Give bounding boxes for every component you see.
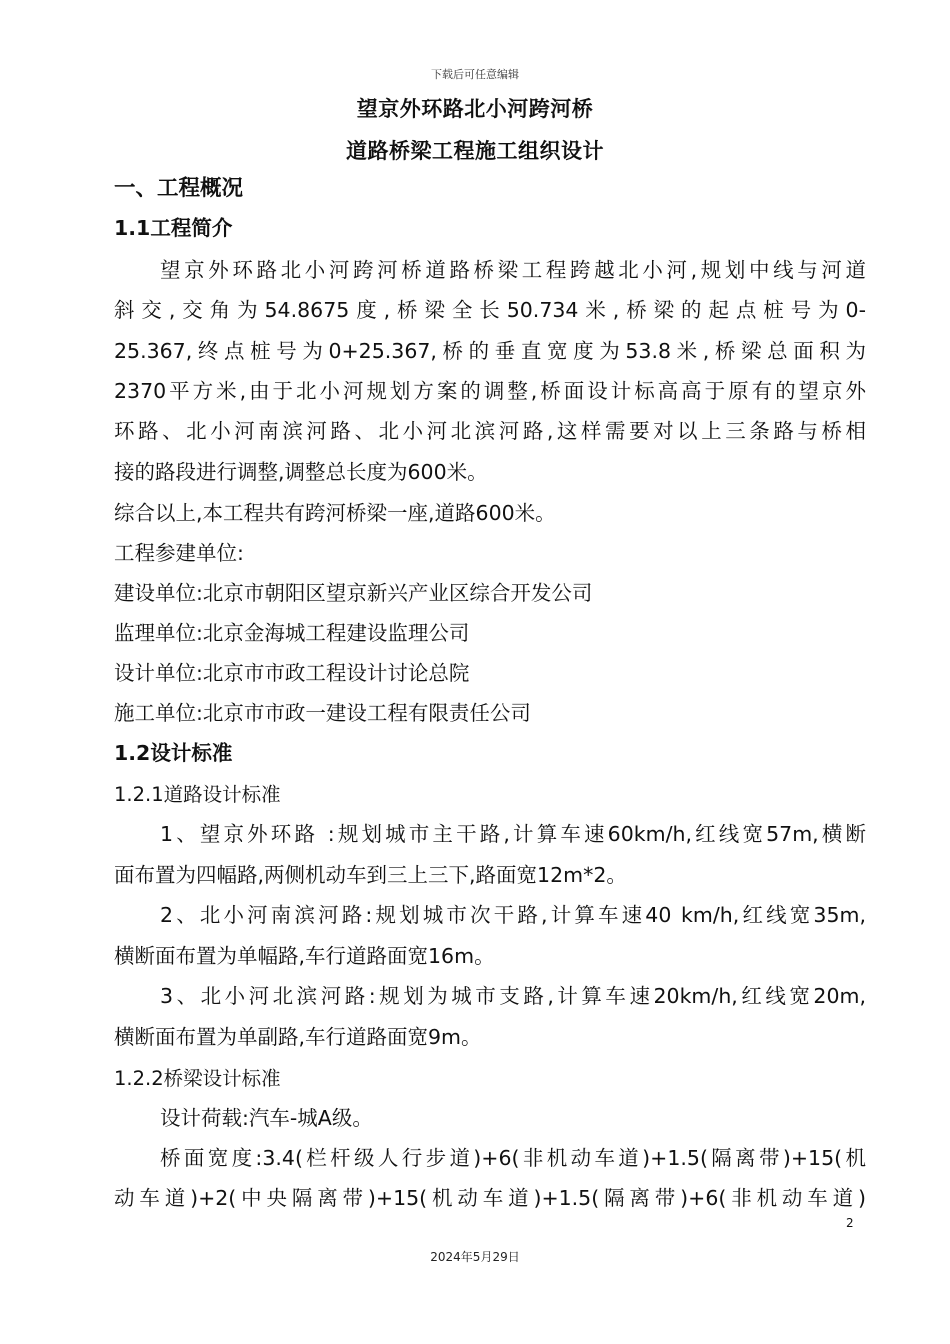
document-title-line2: 道路桥梁工程施工组织设计	[346, 139, 604, 163]
paragraph-line: 25.367,终点桩号为0+25.367,桥的垂直宽度为53.8米,桥梁总面积为	[114, 339, 866, 363]
road-item-line: 2、北小河南滨河路:规划城市次干路,计算车速40 km/h,红线宽35m,	[160, 903, 866, 927]
subsubsection-heading: 1.2.1道路设计标准	[114, 783, 281, 806]
road-item-line: 横断面布置为单副路,车行道路面宽9m。	[114, 1025, 482, 1049]
paragraph-line: 接的路段进行调整,调整总长度为600米。	[114, 460, 488, 484]
paragraph-line: 2370平方米,由于北小河规划方案的调整,桥面设计标高高于原有的望京外	[114, 379, 866, 403]
page-number: 2	[846, 1216, 854, 1230]
paragraph-line: 环路、北小河南滨河路、北小河北滨河路,这样需要对以上三条路与桥相	[114, 419, 866, 443]
subsubsection-heading: 1.2.2桥梁设计标准	[114, 1067, 281, 1090]
unit-item: 施工单位:北京市市政一建设工程有限责任公司	[114, 701, 531, 725]
summary-line: 综合以上,本工程共有跨河桥梁一座,道路600米。	[114, 501, 556, 525]
bridge-width-line: 桥面宽度:3.4(栏杆级人行步道)+6(非机动车道)+1.5(隔离带)+15(机	[160, 1146, 866, 1170]
unit-item: 建设单位:北京市朝阳区望京新兴产业区综合开发公司	[114, 581, 593, 605]
bridge-load-line: 设计荷载:汽车-城A级。	[160, 1106, 373, 1130]
bridge-width-line: 动车道)+2(中央隔离带)+15(机动车道)+1.5(隔离带)+6(非机动车道)	[114, 1186, 866, 1210]
road-item-line: 横断面布置为单幅路,车行道路面宽16m。	[114, 944, 495, 968]
unit-item: 设计单位:北京市市政工程设计讨论总院	[114, 661, 470, 685]
paragraph-line: 望京外环路北小河跨河桥道路桥梁工程跨越北小河,规划中线与河道	[160, 258, 866, 282]
footer-date: 2024年5月29日	[430, 1250, 520, 1264]
section-heading: 一、工程概况	[114, 176, 244, 201]
unit-item: 监理单位:北京金海城工程建设监理公司	[114, 621, 470, 645]
header-note: 下载后可任意编辑	[431, 68, 519, 81]
subsection-heading: 1.2设计标准	[114, 741, 233, 765]
units-label: 工程参建单位:	[114, 541, 244, 565]
document-title-line1: 望京外环路北小河跨河桥	[356, 97, 594, 121]
subsection-heading: 1.1工程简介	[114, 216, 233, 240]
road-item-line: 3、北小河北滨河路:规划为城市支路,计算车速20km/h,红线宽20m,	[160, 984, 866, 1008]
road-item-line: 1、望京外环路 :规划城市主干路,计算车速60km/h,红线宽57m,横断	[160, 822, 866, 846]
road-item-line: 面布置为四幅路,两侧机动车到三上三下,路面宽12m*2。	[114, 863, 627, 887]
paragraph-line: 斜交,交角为54.8675度,桥梁全长50.734米,桥梁的起点桩号为0-	[114, 298, 866, 322]
